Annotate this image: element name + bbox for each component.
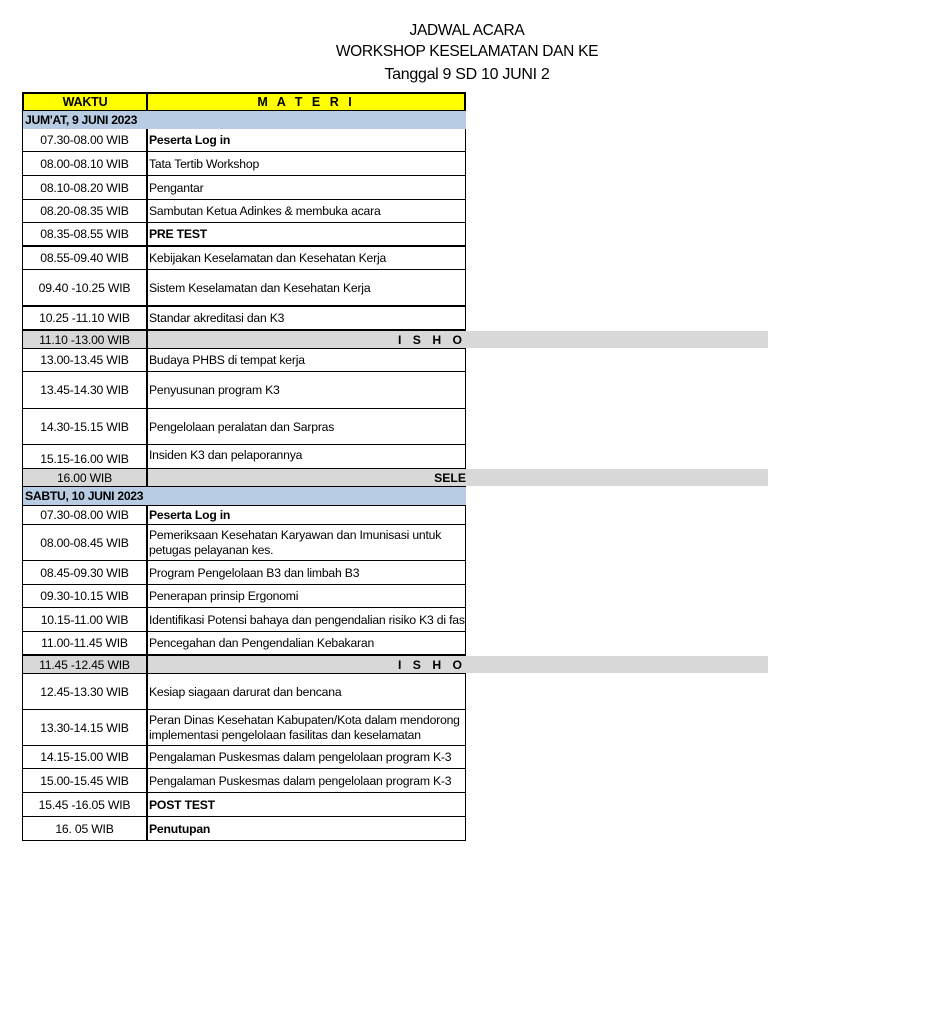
materi-cell: Pengantar [148,176,466,199]
closing-cell [148,469,466,486]
time-cell: 14.15-15.00 WIB [22,746,148,768]
time-cell: 07.30-08.00 WIB [22,129,148,151]
table-row [22,793,466,817]
table-row [22,372,466,409]
time-cell: 14.30-15.15 WIB [22,409,148,444]
time-cell: 13.30-14.15 WIB [22,710,148,745]
break-row [22,656,466,674]
table-header [22,92,466,111]
time-cell: 11.00-11.45 WIB [22,632,148,654]
workshop-title: WORKSHOP KESELAMATAN DAN KE [335,43,599,60]
materi-cell: Penutupan [148,817,466,840]
table-row [22,632,466,656]
materi-cell: Budaya PHBS di tempat kerja [148,349,466,371]
time-cell: 08.00-08.45 WIB [22,525,148,560]
time-cell: 15.15-16.00 WIB [22,445,148,468]
table-row [22,561,466,585]
materi-cell: Peserta Log in [148,129,466,151]
table-row [22,505,466,525]
materi-cell: Standar akreditasi dan K3 [148,307,466,329]
time-cell: 12.45-13.30 WIB [22,674,148,709]
materi-cell: Kesiap siagaan darurat dan bencana [148,674,466,709]
table-row [22,223,466,247]
table-row [22,710,466,746]
table-row [22,152,466,176]
table-row [22,409,466,445]
time-cell: 13.00-13.45 WIB [22,349,148,371]
break-fill [466,331,768,348]
table-row [22,769,466,793]
materi-cell: Penerapan prinsip Ergonomi [148,585,466,607]
time-cell: 08.10-08.20 WIB [22,176,148,199]
materi-cell: Peserta Log in [148,506,466,524]
table-row [22,746,466,769]
time-cell: 16.00 WIB [22,469,148,486]
time-cell: 15.00-15.45 WIB [22,769,148,792]
time-cell: 09.30-10.15 WIB [22,585,148,607]
materi-cell: POST TEST [148,793,466,816]
materi-cell: PRE TEST [148,223,466,245]
time-cell: 11.10 -13.00 WIB [22,331,148,348]
materi-cell: Program Pengelolaan B3 dan limbah B3 [148,561,466,584]
break-row [22,331,466,349]
time-cell: 09.40 -10.25 WIB [22,270,148,305]
materi-cell: Pemeriksaan Kesehatan Karyawan dan Imunisasi untuk petugas pelayanan kes. [148,525,466,560]
materi-cell: Peran Dinas Kesehatan Kabupaten/Kota dalam mendorong implementasi pengelolaan fasilitas dan keselamatan [148,710,466,745]
table-row [22,129,466,152]
time-cell: 08.35-08.55 WIB [22,223,148,245]
time-cell: 07.30-08.00 WIB [22,506,148,524]
materi-cell: Pengalaman Puskesmas dalam pengelolaan program K-3 [148,746,466,768]
time-cell: 08.55-09.40 WIB [22,247,148,269]
materi-cell: Tata Tertib Workshop [148,152,466,175]
time-cell: 16. 05 WIB [22,817,148,840]
table-row [22,176,466,200]
col-materi-header: M A T E R I [148,94,466,110]
materi-cell: Pengalaman Puskesmas dalam pengelolaan program K-3 [148,769,466,792]
closing-row [22,469,466,487]
time-cell: 13.45-14.30 WIB [22,372,148,408]
materi-cell: Kebijakan Keselamatan dan Kesehatan Kerja [148,247,466,269]
day-header-2 [22,487,466,505]
table-row [22,349,466,372]
table-row [22,307,466,331]
time-cell: 10.15-11.00 WIB [22,608,148,631]
time-cell: 08.45-09.30 WIB [22,561,148,584]
materi-cell: Sistem Keselamatan dan Kesehatan Kerja [148,270,466,305]
schedule-title: JADWAL ACARA [409,22,525,39]
day-label: SABTU, 10 JUNI 2023 [22,487,466,505]
time-cell: 08.00-08.10 WIB [22,152,148,175]
title-block [0,0,599,100]
table-row [22,817,466,841]
table-row [22,674,466,710]
closing-fill [466,469,768,486]
materi-cell: Identifikasi Potensi bahaya dan pengendalian risiko K3 di fas [148,608,466,631]
break-fill [466,656,768,673]
break-label: I S H O [398,657,466,672]
table-row [22,270,466,307]
date-title: Tanggal 9 SD 10 JUNI 2 [384,66,550,83]
time-cell: 08.20-08.35 WIB [22,200,148,222]
closing-label: SELE [434,470,466,485]
table-row [22,585,466,608]
materi-cell: Pengelolaan peralatan dan Sarpras [148,409,466,444]
materi-cell: Pencegahan dan Pengendalian Kebakaran [148,632,466,654]
materi-cell: Penyusunan program K3 [148,372,466,408]
materi-cell: Sambutan Ketua Adinkes & membuka acara [148,200,466,222]
time-cell: 10.25 -11.10 WIB [22,307,148,329]
day-label: JUM'AT, 9 JUNI 2023 [22,111,466,129]
table-row [22,608,466,632]
time-cell: 15.45 -16.05 WIB [22,793,148,816]
day-header-1 [22,111,466,129]
col-waktu-header: WAKTU [22,94,148,110]
break-cell [148,331,466,348]
time-cell: 11.45 -12.45 WIB [22,656,148,673]
break-label: I S H O [398,332,466,347]
table-row [22,200,466,223]
materi-cell: Insiden K3 dan pelaporannya [148,445,466,468]
table-row [22,445,466,469]
table-row [22,247,466,270]
table-row [22,525,466,561]
break-cell [148,656,466,673]
